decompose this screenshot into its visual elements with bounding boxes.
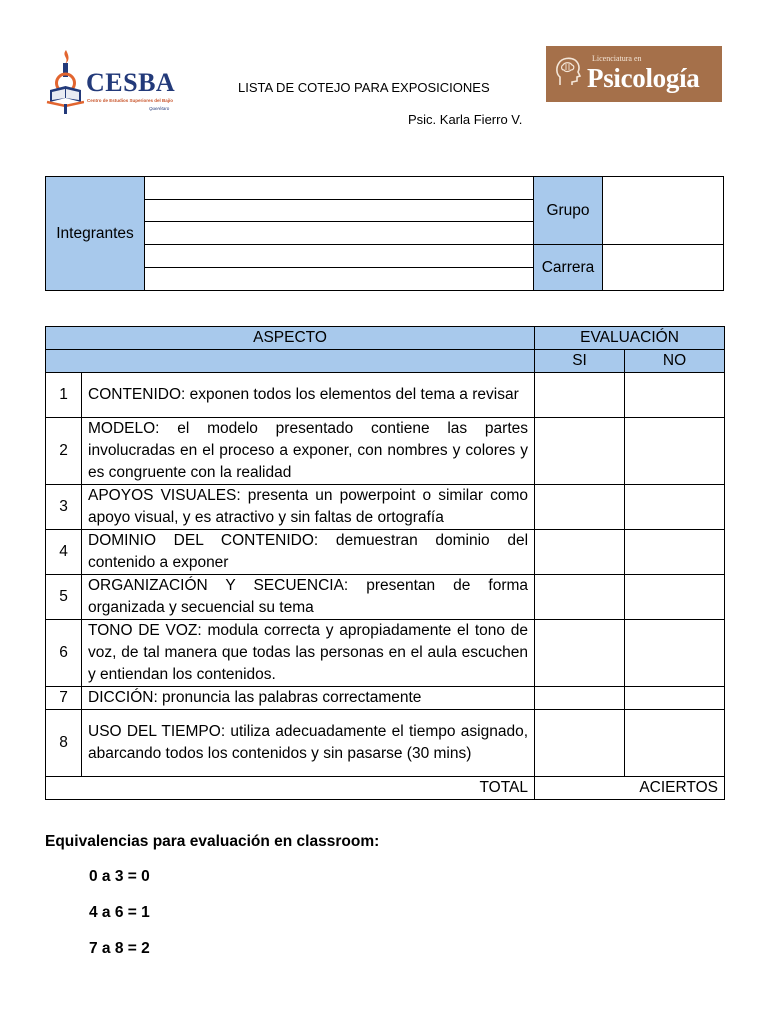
psychology-logo [546,46,722,102]
equivalences-title: Equivalencias para evaluación en classroom: [45,833,380,850]
yes-checkbox-cell[interactable] [535,575,625,620]
item-number: 4 [46,530,82,575]
table-row [46,530,725,575]
table-row [46,485,725,530]
member-row-2[interactable] [145,200,533,222]
item-description: USO DEL TIEMPO: utiliza adecuadamente el tiempo asignado, abarcando todos los contenidos y sin pasarse (30 mins) [82,710,535,777]
checklist-subheader-row [46,350,725,373]
members-label-cell [46,177,145,290]
aspect-subheader-blank [46,350,535,373]
group-label: Grupo [546,201,590,219]
yes-checkbox-cell[interactable] [535,620,625,687]
no-checkbox-cell[interactable] [625,710,725,777]
table-row [46,620,725,687]
item-description: APOYOS VISUALES: presenta un powerpoint o similar como apoyo visual, y es atractivo y sin faltas de ortografía [82,485,535,530]
career-label-cell [533,245,603,290]
psychology-logo-title: Psicología [587,63,700,93]
no-checkbox-cell[interactable] [625,485,725,530]
no-checkbox-cell[interactable] [625,575,725,620]
item-number: 7 [46,687,82,710]
item-description: CONTENIDO: exponen todos los elementos del tema a revisar [82,373,535,418]
members-table [45,176,724,291]
document-title: LISTA DE COTEJO PARA EXPOSICIONES [238,80,490,95]
no-checkbox-cell[interactable] [625,530,725,575]
table-row [46,687,725,710]
yes-checkbox-cell[interactable] [535,710,625,777]
cesba-city: Querétaro [149,106,170,111]
member-row-5[interactable] [145,268,533,290]
table-row [46,575,725,620]
cesba-subtitle: Centro de Estudios Superiores del Bajío [87,98,174,103]
equivalence-item: 7 a 8 = 2 [89,940,150,957]
yes-checkbox-cell[interactable] [535,373,625,418]
member-row-3[interactable] [145,222,533,245]
no-checkbox-cell[interactable] [625,687,725,710]
career-value-cell[interactable] [603,245,723,290]
yes-header: SI [535,350,625,373]
aspect-header: ASPECTO [46,327,535,350]
item-number: 2 [46,418,82,485]
yes-checkbox-cell[interactable] [535,485,625,530]
group-label-cell [533,177,603,245]
hits-label: ACIERTOS [535,777,725,800]
item-description: MODELO: el modelo presentado contiene las partes involucradas en el proceso a exponer, con nombres y colores y es congruente con la realidad [82,418,535,485]
item-number: 3 [46,485,82,530]
no-checkbox-cell[interactable] [625,418,725,485]
evaluation-header: EVALUACIÓN [535,327,725,350]
yes-checkbox-cell[interactable] [535,418,625,485]
item-description: DICCIÓN: pronuncia las palabras correctamente [82,687,535,710]
item-number: 5 [46,575,82,620]
equivalence-item: 0 a 3 = 0 [89,868,150,885]
total-label: TOTAL [46,777,535,800]
item-number: 6 [46,620,82,687]
career-label: Carrera [541,258,595,276]
checklist-header-row [46,327,725,350]
table-row [46,373,725,418]
item-number: 1 [46,373,82,418]
members-label: Integrantes [56,224,134,242]
no-checkbox-cell[interactable] [625,373,725,418]
member-row-4[interactable] [145,245,533,268]
table-row [46,710,725,777]
no-header: NO [625,350,725,373]
cesba-logo [44,46,194,116]
psychology-logo-caption: Licenciatura en [592,54,642,63]
item-description: DOMINIO DEL CONTENIDO: demuestran dominio del contenido a exponer [82,530,535,575]
cesba-wordmark: CESBA [86,68,176,97]
item-description: TONO DE VOZ: modula correcta y apropiadamente el tono de voz, de tal manera que todas las personas en el aula escuchen y entiendan los contenidos. [82,620,535,687]
total-row [46,777,725,800]
brain-head-icon [554,55,582,87]
yes-checkbox-cell[interactable] [535,530,625,575]
document-author: Psic. Karla Fierro V. [408,112,523,127]
no-checkbox-cell[interactable] [625,620,725,687]
yes-checkbox-cell[interactable] [535,687,625,710]
item-number: 8 [46,710,82,777]
group-value-cell[interactable] [603,177,723,245]
member-row-1[interactable] [145,177,533,200]
item-description: ORGANIZACIÓN Y SECUENCIA: presentan de forma organizada y secuencial su tema [82,575,535,620]
equivalence-item: 4 a 6 = 1 [89,904,150,921]
torch-book-icon [44,46,84,116]
table-row [46,418,725,485]
checklist-table [45,326,725,800]
